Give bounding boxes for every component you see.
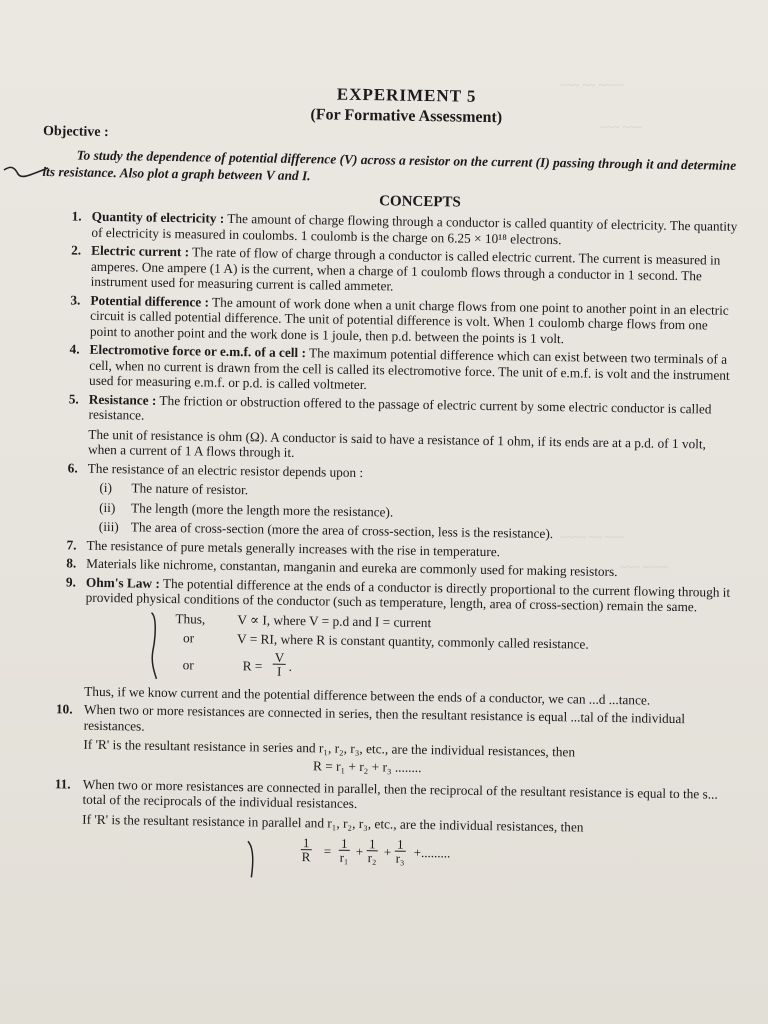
subitem-text: The nature of resistor. — [131, 480, 249, 498]
fraction-denominator: r₃ — [395, 850, 405, 866]
item-term: Resistance : — [88, 391, 157, 408]
item-number: 7. — [66, 536, 77, 553]
item-text: The amount of work done when a unit charge flows from one point to another point in an electric circuit is called potential difference. The unit of potential difference is volt. When 1 coulomb charge flows from one point to another point and the work done is 1 joule, then p.d. between the points is 1 volt. — [89, 294, 729, 346]
fraction-numerator: 1 — [302, 835, 310, 851]
fraction-1-over-r2 — [366, 837, 379, 864]
item-number: 5. — [68, 390, 79, 407]
show-through-text: ~~~ ~~ ~~~~ — [560, 78, 625, 92]
subitem-roman: (i) — [99, 479, 113, 496]
fraction-numerator: 1 — [396, 836, 404, 852]
item-text: The resistance of an electric resistor depends upon : — [87, 460, 364, 480]
show-through-text: ~~~~ ~~ ~~~ — [560, 530, 625, 544]
fraction-denominator: r₂ — [367, 850, 377, 866]
experiment-subtitle: (For Formative Assessment) — [310, 106, 503, 127]
ohm-eq-2: V = RI, where R is constant quantity, commonly called resistance. — [236, 630, 589, 652]
item-text: When two or more resistances are connected in parallel, then the reciprocal of the resultant resistance is equal to the s... total of the reciprocals of the individual resistances. — [82, 776, 718, 812]
ohm-eq-1: V ∝ I, where V = p.d and I = current — [237, 611, 432, 630]
parallel-paragraph: If 'R' is the resultant resistance in parallel and r₁, r₂, r₃, etc., are the individual resistances, then — [82, 811, 584, 835]
resistance-unit-paragraph: The unit of resistance is ohm (Ω). A conductor is said to have a resistance of 1 ohm, if its ends are at a p.d. of 1 volt, when a current of 1 A flows through it. — [87, 426, 707, 460]
item-number: 1. — [71, 208, 82, 224]
objective-text: To study the dependence of potential difference (V) across a resistor on the current (I) passing through it and determine its resistance. Also plot a graph between V and I. — [42, 147, 737, 184]
item-number: 11. — [54, 775, 71, 792]
fraction-numerator: V — [274, 649, 285, 665]
item-term: Electric current : — [91, 242, 190, 260]
subitem-text: The area of cross-section (more the area of cross-section, less is the resistance). — [130, 519, 554, 542]
subitem-roman: (iii) — [98, 518, 119, 535]
item-number: 4. — [69, 341, 80, 357]
item-text: The rate of flow of charge through a conductor is called electric current. The current is measured in amperes. One ampere (1 A) is the current, when a charge of 1 coulomb flows through a conductor in 1 second. The instrument used for measuring current is called ammeter. — [90, 244, 721, 294]
fraction-numerator: 1 — [368, 836, 376, 852]
item-number: 9. — [65, 573, 77, 590]
ohm-formula-block — [34, 608, 731, 687]
experiment-title: EXPERIMENT 5 — [336, 84, 477, 106]
fraction-v-over-i — [272, 650, 286, 677]
series-paragraph: If 'R' is the resultant resistance in series and r₁, r₂, r₃, etc., are the individual resistances, then — [83, 736, 576, 760]
show-through-text: ~~~ ~~~ — [600, 120, 642, 134]
item-term: Potential difference : — [90, 292, 210, 310]
fraction-1-over-r1 — [338, 837, 351, 864]
page-content — [31, 70, 740, 885]
plus-sign: + — [383, 844, 392, 860]
fraction-numerator: 1 — [340, 835, 348, 851]
r-equals: R = — [242, 657, 263, 674]
concept-item — [40, 291, 737, 348]
equals-sign: = — [323, 843, 332, 859]
item-number: 10. — [55, 701, 73, 717]
period: . — [288, 658, 293, 674]
objective-label: Objective : — [42, 123, 109, 141]
concept-item — [32, 775, 728, 817]
pen-bracket-mark — [245, 839, 258, 879]
concepts-heading: CONCEPTS — [379, 193, 461, 211]
subitem-text: The length (more the length more the resistance). — [131, 499, 394, 520]
item-term: Quantity of electricity : — [91, 208, 225, 226]
item-number: 3. — [70, 291, 81, 308]
concept-item — [39, 341, 736, 398]
subitem-list — [37, 479, 734, 544]
item-text: The resistance of pure metals generally increases with the rise in temperature. — [86, 537, 501, 559]
fraction-denominator: r₁ — [339, 849, 349, 865]
item-text: The amount of charge flowing through a conductor is called quantity of electricity. The quantity of electricity is measured in coulombs. 1 coulomb is the charge on 6.25 × 10¹⁸ electrons. — [91, 210, 738, 247]
pen-bracket-mark — [146, 610, 161, 680]
or-label: or — [182, 656, 194, 672]
item-text: Materials like nichrome, constantan, manganin and eureka are commonly used for making resistors. — [86, 555, 618, 580]
or-label: or — [182, 629, 195, 645]
item-number: 8. — [66, 555, 77, 571]
concept-item — [41, 242, 738, 299]
subitem-roman: (ii) — [99, 499, 116, 515]
item-text: The friction or obstruction offered to the passage of electric current by some electric conductor is called resistance. — [88, 392, 712, 423]
item-text: The maximum potential difference which can exist between two terminals of a cell, when no current is drawn from the cell is called its electromotive force. The unit of e.m.f. is volt and the instrument used for measuring e.m.f. or p.d. is called voltmeter. — [89, 345, 730, 393]
show-through-text: ~~~ ~~~~ — [620, 560, 669, 574]
item-text: The potential difference at the ends of a conductor is directly proportional to the current flowing through it provided physical conditions of the conductor (such as temperature, length, area of cross-section) remain the same. — [85, 575, 731, 615]
thus-label: Thus, — [175, 610, 206, 627]
item-number: 6. — [67, 459, 78, 476]
fraction-denominator: R — [301, 849, 311, 865]
series-tail: +......... — [413, 844, 451, 861]
parallel-formula — [31, 830, 728, 885]
item-number: 2. — [71, 242, 82, 258]
ohm-conclusion: Thus, if we know current and the potential difference between the ends of a conductor, we can ...d ...tance. — [84, 683, 651, 708]
item-text: When two or more resistances are connected in series, then the resultant resistance is equal ...tal of the individual resistances. — [83, 701, 686, 734]
plus-sign: + — [355, 843, 364, 860]
fraction-1-over-R — [300, 836, 313, 863]
fraction-denominator: I — [276, 663, 282, 679]
series-formula: R = r₁ + r₂ + r₃ ........ — [312, 757, 422, 775]
item-term: Ohm's Law : — [85, 574, 160, 591]
fraction-1-over-r3 — [394, 838, 407, 865]
item-term: Electromotive force or e.m.f. of a cell : — [89, 341, 307, 361]
